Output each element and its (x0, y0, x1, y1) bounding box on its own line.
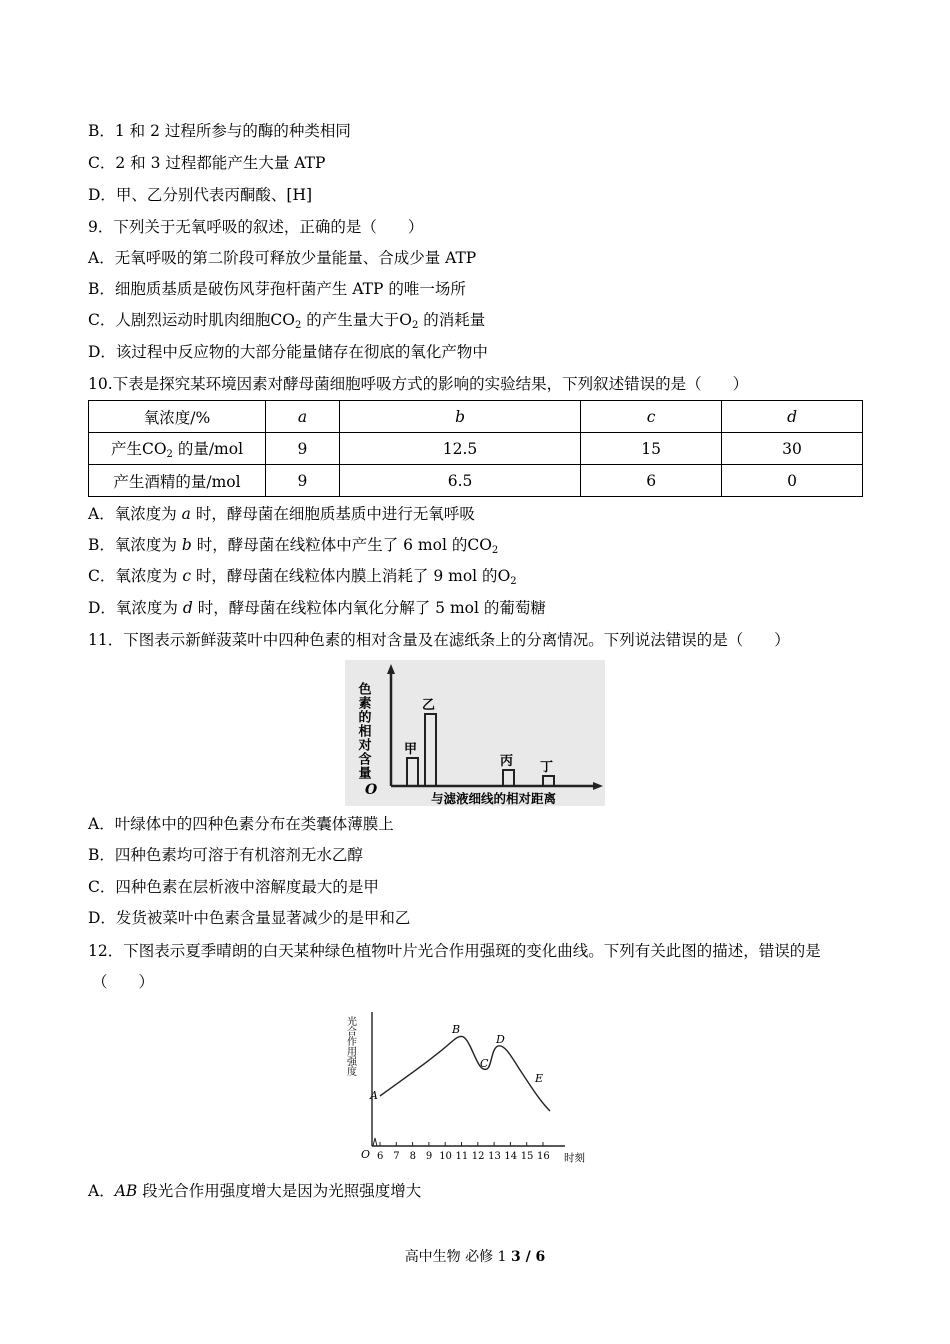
x-tick-label: 8 (409, 1151, 416, 1162)
table-cell: 12.5 (339, 433, 580, 465)
x-tick-label: 16 (537, 1151, 550, 1162)
x-axis-label: 时刻 (564, 1152, 585, 1164)
x-tick-label: 12 (471, 1151, 485, 1162)
pigment-bar (543, 776, 554, 786)
page-number: 3 / 6 (510, 1249, 546, 1265)
pigment-bar (425, 714, 436, 786)
option-11a: A．叶绿体中的四种色素分布在类囊体薄膜上 (88, 815, 394, 833)
point-label-d: D (496, 1033, 505, 1046)
table-row (89, 465, 863, 497)
x-axis-label: 与滤液细线的相对距离 (431, 791, 557, 806)
question-10: 10.下表是探究某环境因素对酵母菌细胞呼吸方式的影响的实验结果，下列叙述错误的是（ ） (88, 375, 749, 393)
table-header-cell: 氧浓度/% (89, 401, 266, 433)
option-10a: A．氧浓度为 a 时，酵母菌在细胞质基质中进行无氧呼吸 (88, 505, 475, 523)
option-9b: B．细胞质基质是破伤风芽孢杆菌产生 ATP 的唯一场所 (88, 280, 466, 298)
question-9: 9．下列关于无氧呼吸的叙述，正确的是（ ） (88, 218, 424, 236)
pigment-bar-label: 丙 (500, 754, 514, 769)
y-axis-label: 光合作用强度 (344, 1016, 356, 1076)
option-11c: C．四种色素在层析液中溶解度最大的是甲 (88, 878, 379, 896)
pigment-bar (407, 758, 418, 786)
point-label-e: E (535, 1072, 544, 1085)
pigment-bar-chart (345, 660, 605, 806)
data-table (88, 400, 863, 497)
option-8b: B．1 和 2 过程所参与的酶的种类相同 (88, 122, 351, 140)
option-10d: D．氧浓度为 d 时，酵母菌在线粒体内氧化分解了 5 mol 的葡萄糖 (88, 599, 546, 617)
table-cell: 9 (266, 433, 340, 465)
photosynthesis-line-chart (340, 1006, 600, 1166)
point-label-a: A (370, 1089, 378, 1102)
table-row-label: 产生$CO_2$ 的量/mol (89, 433, 266, 465)
y-axis-arrow (387, 664, 395, 674)
photosynthesis-figure (340, 1006, 600, 1166)
point-label-b: B (452, 1023, 461, 1036)
x-tick-label: 6 (377, 1151, 384, 1162)
table-header-cell: a (266, 401, 340, 433)
table-cell: 0 (722, 465, 863, 497)
question-12-paren: （ ） (92, 973, 155, 991)
table-header-cell: d (722, 401, 863, 433)
option-10b: B．氧浓度为 b 时，酵母菌在线粒体中产生了 6 mol 的$CO_2$ (88, 536, 499, 556)
photosynthesis-curve (380, 1036, 550, 1111)
option-11b: B．四种色素均可溶于有机溶剂无水乙醇 (88, 846, 363, 864)
table-row-label: 产生酒精的量/mol (89, 465, 266, 497)
axis-break-mark (373, 1138, 377, 1146)
pigment-figure (345, 660, 605, 806)
pigment-bar-label: 甲 (404, 742, 418, 757)
x-tick-label: 9 (425, 1151, 433, 1162)
x-tick-label: 7 (393, 1151, 400, 1162)
x-tick-label: 10 (439, 1151, 452, 1162)
table-header-cell: b (339, 401, 580, 433)
table-row (89, 433, 863, 465)
option-10c: C．氧浓度为 c 时，酵母菌在线粒体内膜上消耗了 9 mol 的$O_2$ (88, 567, 517, 587)
table-cell: 6 (581, 465, 722, 497)
question-11: 11．下图表示新鲜菠菜叶中四种色素的相对含量及在滤纸条上的分离情况。下列说法错误的是（ ） (88, 631, 790, 649)
option-8d: D．甲、乙分别代表丙酮酸、[H] (88, 186, 313, 204)
pigment-bar-label: 丁 (540, 760, 554, 775)
x-tick-label: 14 (504, 1151, 518, 1162)
x-tick-label: 15 (520, 1151, 534, 1162)
page-footer: 高中生物 必修 1 3 / 6 (404, 1249, 546, 1265)
table-header-cell: c (581, 401, 722, 433)
point-label-c: C (480, 1057, 489, 1070)
option-9d: D．该过程中反应物的大部分能量储存在彻底的氧化产物中 (88, 343, 488, 361)
table-cell: 30 (722, 433, 863, 465)
question-12: 12．下图表示夏季晴朗的白天某种绿色植物叶片光合作用强斑的变化曲线。下列有关此图的描述，错误的是 (88, 942, 821, 960)
x-axis-arrow (593, 782, 603, 790)
option-9a: A．无氧呼吸的第二阶段可释放少量能量、合成少量 ATP (88, 249, 477, 267)
option-9c: C．人剧烈运动时肌肉细胞$CO_2$ 的产生量大于$O_2$ 的消耗量 (88, 311, 486, 331)
table-row (89, 401, 863, 433)
table-cell: 15 (581, 433, 722, 465)
y-axis-label: 色素的相对含量 (355, 682, 371, 780)
pigment-bar-label: 乙 (422, 698, 436, 713)
origin-label: O (361, 1148, 371, 1161)
option-12a: A．AB 段光合作用强度增大是因为光照强度增大 (88, 1182, 422, 1200)
option-8c: C．2 和 3 过程都能产生大量 ATP (88, 154, 326, 172)
table-cell: 9 (266, 465, 340, 497)
pigment-bar (503, 770, 514, 786)
table-cell: 6.5 (339, 465, 580, 497)
option-11d: D．发货被菜叶中色素含量显著减少的是甲和乙 (88, 909, 411, 927)
origin-label: O (365, 782, 378, 798)
x-tick-label: 13 (488, 1151, 501, 1162)
x-tick-label: 11 (455, 1151, 469, 1162)
